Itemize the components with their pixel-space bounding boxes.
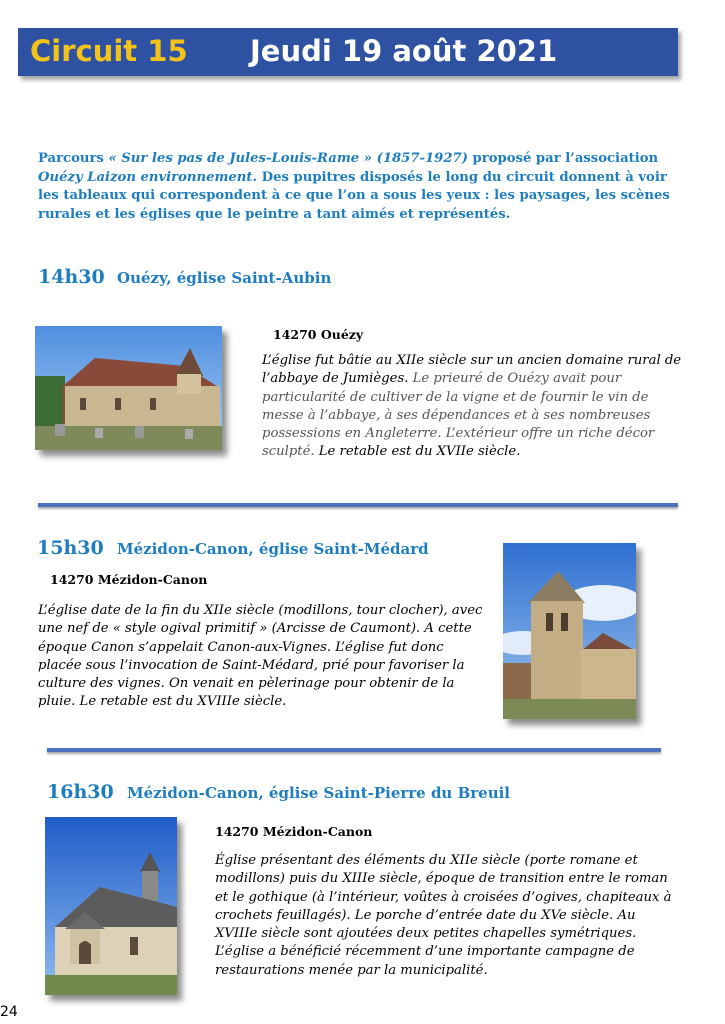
stop-1-postcode: 14270 Ouézy	[273, 327, 364, 342]
intro-text-1: Parcours	[38, 151, 109, 166]
stop-3-postcode: 14270 Mézidon-Canon	[215, 824, 373, 839]
intro-title: « Sur les pas de Jules-Louis-Rame » (1857-1927)	[108, 151, 468, 166]
stop-2-church-photo	[503, 543, 636, 719]
circuit-title: Circuit 15	[30, 34, 188, 68]
intro-association: Ouézy Laizon environnement	[38, 169, 253, 185]
page-number: 24	[0, 1004, 18, 1020]
section-divider-1	[38, 503, 678, 507]
stop-2-description: L’église date de la fin du XIIe siècle (modillons, tour clocher), avec une nef de « style ogival primitif » (Arcisse de Caumont). A cette époque Canon s’appelait Canon-aux-Vignes. L’église fut donc placée sous l’invocation de Saint-Médard, prié pour favoriser la culture des vignes. On venait en pèlerinage pour obtenir de la pluie. Le retable est du XVIIIe siècle.	[38, 603, 483, 710]
stop-1-text-b: Le prieuré de Ouézy avait pour particularité de cultiver de la vigne et de fournir le vin de messe à l’abbaye, à ses dépendances et à ses nombreuses possessions en Angleterre. L’extérieur offre un riche décor sculpté.	[262, 371, 655, 460]
stop-1-description	[262, 352, 682, 462]
stop-2-postcode: 14270 Mézidon-Canon	[50, 572, 208, 587]
stop-1-text-a: L’église fut bâtie au XIIe siècle sur un ancien domaine rural de l’abbaye de Jumièges.	[262, 353, 682, 387]
stop-1-church-photo	[35, 326, 222, 450]
stop-3-church-photo	[45, 817, 177, 995]
intro-text-2: proposé par l’association	[467, 151, 659, 166]
intro-text-3: . Des pupitres disposés le long du circuit donnent à voir les tableaux qui correspondent à ce que l’on a sous les yeux : les paysages, les scènes rurales et les églises que le peintre a tant aimés et représentés.	[38, 169, 670, 222]
stop-2-time: 15h30	[37, 537, 104, 559]
header-banner	[18, 28, 678, 76]
intro-paragraph	[38, 150, 678, 224]
event-date: Jeudi 19 août 2021	[250, 34, 558, 68]
stop-3-place: Mézidon-Canon, église Saint-Pierre du Breuil	[127, 784, 510, 802]
stop-2-place: Mézidon-Canon, église Saint-Médard	[117, 540, 429, 558]
stop-1-time: 14h30	[38, 266, 105, 288]
stop-1-place: Ouézy, église Saint-Aubin	[117, 269, 332, 287]
stop-3-time: 16h30	[47, 781, 114, 803]
section-divider-2	[47, 748, 661, 752]
stop-1-text-c: Le retable est du XVIIe siècle.	[314, 444, 521, 460]
stop-3-description: Église présentant des éléments du XIIe siècle (porte romane et modillons) puis du XIIIe siècle, époque de transition entre le roman et le gothique (à l’intérieur, voûtes à croisées d’ogives, chapiteaux à crochets feuillagés). Le porche d’entrée date du XVe siècle. Au XVIIIe siècle sont ajoutées deux petites chapelles symétriques. L’église a bénéficié récemment d’une importante campagne de restaurations menée par la municipalité.	[215, 853, 672, 978]
